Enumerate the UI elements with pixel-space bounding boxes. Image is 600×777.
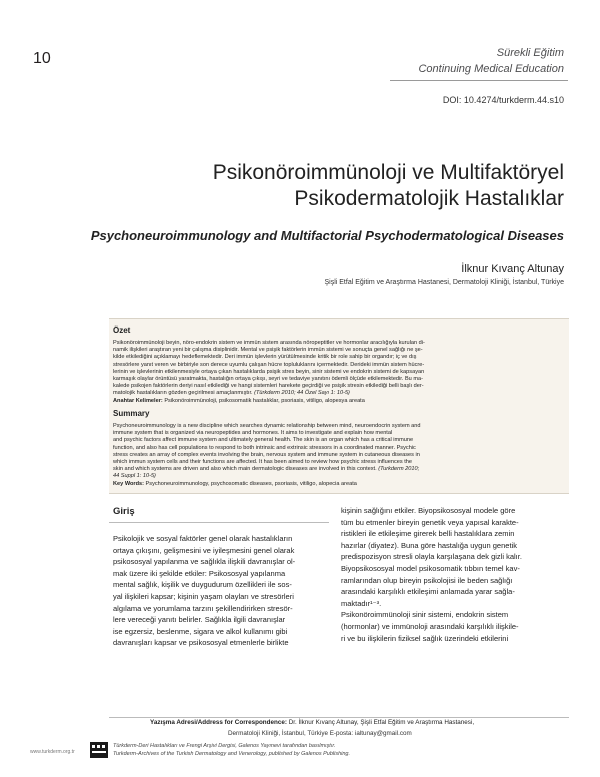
doi-link[interactable]: DOI: 10.4274/turkderm.44.s10: [442, 95, 564, 105]
title-tr-line1: Psikonöroimmünoloji ve Multifaktöryel: [212, 161, 564, 184]
body-column-right: [341, 505, 569, 644]
abstract-en-line: immune system that is organized via neuropeptides and hormones. It aims to investigate and explain how mental: [113, 430, 393, 437]
correspondence-line2: Dermatoloji Kliniği, İstanbul, Türkiye E-posta: ialtunay@gmail.com: [228, 730, 412, 737]
title-tr-line2: Psikodermatolojik Hastalıklar: [294, 187, 564, 210]
article-title-tr: [144, 160, 564, 212]
abstract-en-body: [113, 423, 565, 488]
abstract-en-citation-cont: 44 Suppl 1: 10-5): [113, 473, 156, 480]
body-line: maktadır¹⁻³.: [341, 598, 382, 608]
keywords-tr-text: Psikonöroimmünoloji, psikosomatik hastalıklar, psoriasis, vitiligo, alopesya areata: [164, 397, 365, 404]
header-divider: [390, 80, 568, 81]
abstract-en-line: [113, 466, 565, 473]
body-line: Biyopsikososyal model psikosomatik tıbbın temel kav-: [341, 563, 520, 573]
body-line: Psikolojik ve sosyal faktörler genel olarak hastalıkların: [113, 534, 293, 543]
correspondence-label: Yazışma Adresi/Address for Correspondence:: [150, 719, 287, 726]
abstract-tr-line: lerinin ve işlevlerinin etkilenmesiyle ortaya çıkan hastalıklarda psişik stres beyin, sinir sistemi ve endokrin sistemi de kapsayan: [113, 368, 425, 375]
keywords-en-label: Key Words:: [113, 480, 144, 487]
body-line: ise egzersiz, beslenme, sigara ve alkol kullanımı gibi: [113, 626, 288, 636]
body-line: lere vereceği yanıtı belirler. Sağlıkla ilgili davranışlar: [113, 615, 286, 625]
publisher-note-tr: Türkderm-Deri Hastalıkları ve Frengi Arşivi Dergisi, Galenos Yayınevi tarafından basılmıştır.: [113, 743, 336, 749]
section-heading-giris: Giriş: [113, 506, 135, 517]
body-line: tüm bu etmenler bireyin genetik veya yapısal karakte-: [341, 517, 519, 527]
journal-section-en: Continuing Medical Education: [418, 63, 564, 75]
keywords-tr-label: Anahtar Kelimeler:: [113, 397, 163, 404]
abstract-tr-line-end: matolojik hastalıkların gözden geçirilmesi amaçlanmıştır.: [113, 390, 253, 397]
journal-section-tr: Sürekli Eğitim: [496, 47, 564, 59]
abstract-tr-heading: Özet: [113, 326, 131, 335]
abstract-en-line: function, and also has cell populations to respond to both intrinsic and extrinsic stressors in a coordinated manner. Psychic: [113, 444, 416, 451]
body-line: ri ve bu ilişkilerin fiziksel sağlık üzerindeki etkilerini: [341, 633, 509, 643]
abstract-en-line-end: skin and which systems are driven and also which main dermatologic diseases are involved in this context.: [113, 466, 377, 473]
abstract-tr-line: kalede psikojen faktörlerin deriyi nasıl etkilediği ve hangi sistemleri harekete geçirdiği ve psişik stresin etkilediği belli başlı der-: [113, 383, 424, 390]
abstract-tr-body: [113, 340, 565, 405]
abstract-en-line: Psychoneuroimmunology is a new discipline which searches dynamic relationship between mind, neuroendocrin system and: [113, 423, 421, 429]
body-line: predispozisyon stresli olayla karşılaşana dek gizli kalır.: [341, 552, 522, 562]
article-title-en: Psychoneuroimmunology and Multifactorial Psychodermatological Diseases: [90, 228, 564, 243]
body-line: yal ilişkileri kapsar; kişinin yaşam olayları ve stresörleri: [113, 591, 294, 601]
correspondence-text: Dr. İlknur Kıvanç Altunay, Şişli Etfal Eğitim ve Araştırma Hastanesi,: [288, 719, 475, 726]
abstract-en-heading: Summary: [113, 409, 150, 418]
body-line: psikososyal yapılanma ve sağlıkla ilişkili davranışlar ol-: [113, 557, 296, 567]
body-line: davranışları kapsar ve psikososyal etmenlerle birlikte: [113, 638, 289, 648]
correspondence-line1: [150, 719, 474, 726]
body-line: hazırlar (diyatez). Buna göre hastalığa uygun genetik: [341, 540, 517, 550]
abstract-en-citation: (Turkderm 2010;: [378, 466, 420, 473]
publisher-note-en: Turkderm-Archives of the Turkish Dermatology and Venerology, published by Galenos Publishing.: [113, 751, 351, 757]
body-column-left: [113, 533, 325, 649]
body-line: mental sağlık, kişilik ve duygudurum özellikleri ile sos-: [113, 580, 292, 590]
body-line: algılama ve yorumlama tarzını şekillendirirken stresör-: [113, 603, 293, 613]
abstract-tr-keywords: [113, 398, 565, 405]
abstract-en-keywords: [113, 481, 565, 488]
abstract-en-line: and psychic factors affect immune system and ultimately general health. The skin is an organ which has a critical immune: [113, 437, 414, 444]
abstract-tr-line: namik ilişkileri araştıran yeni bir çalışma disiplinidir. Mental ve psişik faktörlerin immün sistemi ve sonuçta genel sağlığı ne şe-: [113, 347, 423, 354]
keywords-en-text: Psychoneuroimmunology, psychosomatic diseases, psoriasis, vitiligo, alopecia areata: [145, 480, 357, 487]
publisher-logo-icon: [90, 742, 108, 758]
author-name: İlknur Kıvanç Altunay: [461, 263, 564, 275]
abstract-tr-line: Psikonöroimmünoloji beyin, nöro-endokrin sistem ve immün sistem arasında nöropeptitler ve hormonlar aracılığıyla kurulan di-: [113, 340, 425, 346]
body-line: (hormonlar) ve immünoloji arasındaki karşılıklı ilişkile-: [341, 621, 519, 631]
abstract-tr-line: stresörlere yanıt veren ve birbiriyle son derece uyumlu çalışan hücre topluluklarını içermektedir. Derideki immün sistem hücre-: [113, 361, 425, 368]
body-line: ristikleri ile etkileşime girerek belli hastalıklara zemin: [341, 529, 515, 539]
body-line: arasındaki karşılıklı etkileşimi anlamada yarar sağla-: [341, 587, 515, 597]
abstract-tr-line: karmaşık olaylar örüntüsü yaratmakta, hastalığın ortaya çıkışı, seyri ve tedaviye yanıtını ödemli ölçüde etkilemektedir. Bu ma-: [113, 376, 423, 383]
body-line: ortaya çıkışını, gelişmesini ve iyileşmesini genel olarak: [113, 545, 295, 555]
abstract-tr-line: [113, 390, 565, 397]
abstract-tr-citation: (Türkderm 2010; 44 Özel Sayı 1: 10-5): [254, 390, 350, 397]
body-line: kişinin sağlığını etkiler. Biyopsikososyal modele göre: [341, 506, 516, 515]
abstract-tr-line: kilde etkilediğini açıklamayı hedeflemektedir. Deri immün işlevlerin yürütülmesinde kritik bir role sahip bir organdır; iç ve dış: [113, 354, 417, 361]
author-affiliation: Şişli Etfal Eğitim ve Araştırma Hastanesi, Dermatoloji Kliniği, İstanbul, Türkiye: [324, 279, 564, 286]
body-line: Psikonöroimmünoloji sinir sistemi, endokrin sistem: [341, 610, 509, 620]
body-line: mak üzere iki şekilde etkiler: Psikososyal yapılanma: [113, 568, 286, 578]
journal-website-link[interactable]: www.turkderm.org.tr: [30, 749, 75, 755]
section-divider: [109, 522, 329, 523]
body-line: ramlarından olup bireyin psikolojisi ile beden sağlığı: [341, 575, 513, 585]
abstract-en-line: [113, 473, 565, 480]
abstract-en-line: which immun system cells and their functions are affected. It has been aimed to review how psychic stress influences the: [113, 459, 412, 466]
abstract-en-line: stress creates an array of complex events involving the brain, nervous system and immune system in cutaneous diseases in: [113, 451, 420, 458]
page-number: 10: [33, 50, 51, 67]
